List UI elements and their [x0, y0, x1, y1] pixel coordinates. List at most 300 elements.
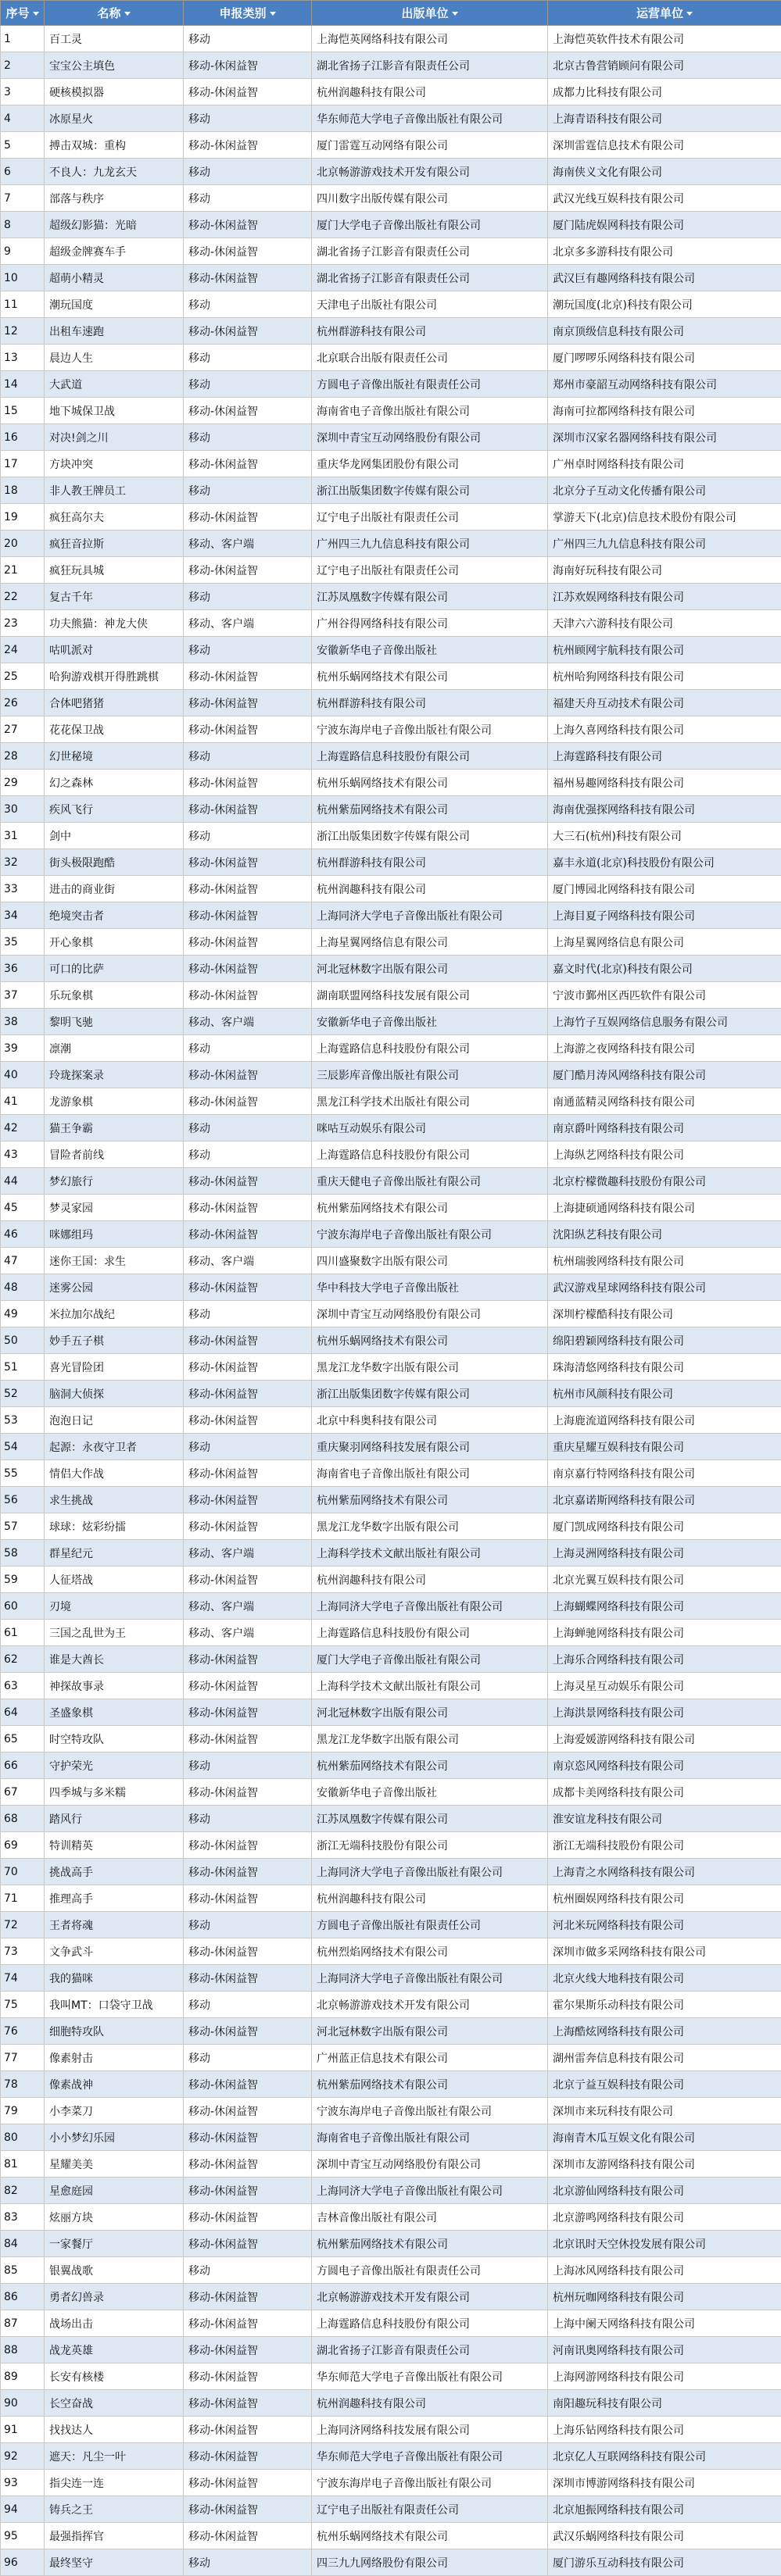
cell-category[interactable]: 移动-休闲益智 — [184, 1460, 312, 1487]
cell-publisher[interactable]: 三辰影库音像出版社有限公司 — [312, 1062, 548, 1088]
cell-publisher[interactable]: 河北冠林数字出版有限公司 — [312, 956, 548, 982]
cell-name[interactable]: 乐玩象棋 — [45, 982, 184, 1009]
cell-index[interactable]: 92 — [1, 2443, 45, 2470]
cell-operator[interactable]: 海南好玩科技有限公司 — [548, 557, 781, 584]
cell-operator[interactable]: 上海灵星互动娱乐有限公司 — [548, 1673, 781, 1699]
cell-index[interactable]: 57 — [1, 1513, 45, 1540]
cell-operator[interactable]: 杭州顾网宇航科技有限公司 — [548, 637, 781, 663]
cell-name[interactable]: 对决!剑之川 — [45, 424, 184, 451]
cell-publisher[interactable]: 杭州润趣科技有限公司 — [312, 2390, 548, 2417]
cell-category[interactable]: 移动-休闲益智 — [184, 2231, 312, 2257]
cell-name[interactable]: 妙手五子棋 — [45, 1327, 184, 1354]
cell-publisher[interactable]: 杭州乐蜗网络技术有限公司 — [312, 770, 548, 796]
cell-publisher[interactable]: 上海霆路信息科技股份有限公司 — [312, 743, 548, 770]
cell-category[interactable]: 移动、客户端 — [184, 610, 312, 637]
cell-index[interactable]: 54 — [1, 1434, 45, 1460]
cell-index[interactable]: 24 — [1, 637, 45, 663]
cell-index[interactable]: 5 — [1, 132, 45, 159]
cell-publisher[interactable]: 安徽新华电子音像出版社 — [312, 1009, 548, 1035]
cell-name[interactable]: 找找达人 — [45, 2417, 184, 2443]
cell-category[interactable]: 移动-休闲益智 — [184, 1168, 312, 1195]
cell-name[interactable]: 开心象棋 — [45, 929, 184, 956]
cell-operator[interactable]: 南京嘉行特网络科技有限公司 — [548, 1460, 781, 1487]
cell-index[interactable]: 56 — [1, 1487, 45, 1513]
cell-operator[interactable]: 广州卓时网络科技有限公司 — [548, 451, 781, 477]
cell-name[interactable]: 炫丽方块 — [45, 2204, 184, 2231]
cell-category[interactable]: 移动-休闲益智 — [184, 398, 312, 424]
cell-operator[interactable]: 北京亿人互联网络科技有限公司 — [548, 2443, 781, 2470]
cell-index[interactable]: 78 — [1, 2071, 45, 2098]
cell-publisher[interactable]: 湖北省扬子江影音有限责任公司 — [312, 238, 548, 265]
cell-publisher[interactable]: 上海霆路信息科技股份有限公司 — [312, 1620, 548, 1646]
cell-publisher[interactable]: 安徽新华电子音像出版社 — [312, 1779, 548, 1806]
cell-index[interactable]: 59 — [1, 1567, 45, 1593]
cell-name[interactable]: 咕叽派对 — [45, 637, 184, 663]
cell-publisher[interactable]: 黑龙江龙华数字出版有限公司 — [312, 1354, 548, 1381]
cell-index[interactable]: 39 — [1, 1035, 45, 1062]
cell-publisher[interactable]: 杭州润趣科技有限公司 — [312, 79, 548, 105]
cell-index[interactable]: 35 — [1, 929, 45, 956]
cell-index[interactable]: 47 — [1, 1248, 45, 1274]
cell-index[interactable]: 9 — [1, 238, 45, 265]
cell-publisher[interactable]: 上海同济大学电子音像出版社有限公司 — [312, 1965, 548, 1992]
cell-category[interactable]: 移动 — [184, 2257, 312, 2284]
cell-index[interactable]: 45 — [1, 1195, 45, 1221]
cell-publisher[interactable]: 上海同济网络科技发展有限公司 — [312, 2417, 548, 2443]
cell-index[interactable]: 95 — [1, 2523, 45, 2549]
cell-publisher[interactable]: 方圆电子音像出版社有限责任公司 — [312, 2257, 548, 2284]
cell-index[interactable]: 62 — [1, 1646, 45, 1673]
cell-name[interactable]: 花花保卫战 — [45, 716, 184, 743]
cell-name[interactable]: 冰原星火 — [45, 105, 184, 132]
cell-category[interactable]: 移动-休闲益智 — [184, 2363, 312, 2390]
cell-index[interactable]: 12 — [1, 318, 45, 345]
cell-name[interactable]: 梦灵家园 — [45, 1195, 184, 1221]
cell-publisher[interactable]: 江苏凤凰数字传媒有限公司 — [312, 1806, 548, 1832]
cell-index[interactable]: 27 — [1, 716, 45, 743]
cell-index[interactable]: 43 — [1, 1142, 45, 1168]
cell-operator[interactable]: 海南青木瓜互娱文化有限公司 — [548, 2124, 781, 2151]
cell-operator[interactable]: 上海中阑天网络科技有限公司 — [548, 2310, 781, 2337]
cell-category[interactable]: 移动-休闲益智 — [184, 1859, 312, 1885]
cell-category[interactable]: 移动 — [184, 1142, 312, 1168]
cell-publisher[interactable]: 湖北省扬子江影音有限责任公司 — [312, 2337, 548, 2363]
cell-name[interactable]: 王者将魂 — [45, 1912, 184, 1938]
cell-index[interactable]: 48 — [1, 1274, 45, 1301]
cell-name[interactable]: 疯狂玩具城 — [45, 557, 184, 584]
cell-operator[interactable]: 北京古鲁营销顾问有限公司 — [548, 52, 781, 79]
cell-index[interactable]: 41 — [1, 1088, 45, 1115]
cell-operator[interactable]: 杭州瑞骏网络科技有限公司 — [548, 1248, 781, 1274]
cell-operator[interactable]: 海南可拉都网络科技有限公司 — [548, 398, 781, 424]
cell-index[interactable]: 84 — [1, 2231, 45, 2257]
cell-name[interactable]: 幻世秘境 — [45, 743, 184, 770]
cell-name[interactable]: 咪娜组玛 — [45, 1221, 184, 1248]
cell-index[interactable]: 58 — [1, 1540, 45, 1567]
cell-index[interactable]: 29 — [1, 770, 45, 796]
cell-category[interactable]: 移动-休闲益智 — [184, 1513, 312, 1540]
cell-publisher[interactable]: 杭州润趣科技有限公司 — [312, 876, 548, 902]
cell-operator[interactable]: 潮玩国度(北京)科技有限公司 — [548, 291, 781, 318]
cell-name[interactable]: 地下城保卫战 — [45, 398, 184, 424]
cell-index[interactable]: 91 — [1, 2417, 45, 2443]
cell-category[interactable]: 移动 — [184, 1806, 312, 1832]
cell-name[interactable]: 勇者幻兽录 — [45, 2284, 184, 2310]
cell-publisher[interactable]: 宁波东海岸电子音像出版社有限公司 — [312, 2470, 548, 2496]
cell-operator[interactable]: 天津六六游科技有限公司 — [548, 610, 781, 637]
cell-index[interactable]: 8 — [1, 212, 45, 238]
cell-index[interactable]: 53 — [1, 1407, 45, 1434]
cell-index[interactable]: 10 — [1, 265, 45, 291]
cell-name[interactable]: 像素射击 — [45, 2045, 184, 2071]
cell-name[interactable]: 推理高手 — [45, 1885, 184, 1912]
cell-index[interactable]: 15 — [1, 398, 45, 424]
cell-index[interactable]: 14 — [1, 371, 45, 398]
cell-operator[interactable]: 上海青语科技有限公司 — [548, 105, 781, 132]
cell-category[interactable]: 移动-休闲益智 — [184, 1381, 312, 1407]
cell-category[interactable]: 移动-休闲益智 — [184, 1487, 312, 1513]
cell-publisher[interactable]: 重庆聚羽网络科技发展有限公司 — [312, 1434, 548, 1460]
cell-category[interactable]: 移动 — [184, 1912, 312, 1938]
cell-index[interactable]: 52 — [1, 1381, 45, 1407]
cell-category[interactable]: 移动 — [184, 159, 312, 185]
header-operator[interactable]: 运营单位 — [548, 1, 781, 26]
cell-name[interactable]: 街头极限跑酷 — [45, 849, 184, 876]
cell-publisher[interactable]: 北京中科奥科技有限公司 — [312, 1407, 548, 1434]
cell-category[interactable]: 移动-休闲益智 — [184, 451, 312, 477]
cell-name[interactable]: 脑洞大侦探 — [45, 1381, 184, 1407]
cell-operator[interactable]: 北京光翼互娱科技有限公司 — [548, 1567, 781, 1593]
cell-category[interactable]: 移动-休闲益智 — [184, 1699, 312, 1726]
cell-publisher[interactable]: 北京畅游游戏技术开发有限公司 — [312, 2284, 548, 2310]
cell-category[interactable]: 移动-休闲益智 — [184, 1407, 312, 1434]
cell-name[interactable]: 神探故事录 — [45, 1673, 184, 1699]
cell-operator[interactable]: 北京分子互动文化传播有限公司 — [548, 477, 781, 504]
cell-publisher[interactable]: 上海恺英网络科技有限公司 — [312, 26, 548, 52]
cell-name[interactable]: 起源：永夜守卫者 — [45, 1434, 184, 1460]
cell-name[interactable]: 硬核模拟器 — [45, 79, 184, 105]
cell-index[interactable]: 30 — [1, 796, 45, 823]
cell-name[interactable]: 指尖连一连 — [45, 2470, 184, 2496]
cell-category[interactable]: 移动-休闲益智 — [184, 1885, 312, 1912]
cell-operator[interactable]: 重庆星耀互娱科技有限公司 — [548, 1434, 781, 1460]
cell-publisher[interactable]: 深圳中青宝互动网络股份有限公司 — [312, 2151, 548, 2178]
cell-name[interactable]: 求生挑战 — [45, 1487, 184, 1513]
cell-category[interactable]: 移动-休闲益智 — [184, 2390, 312, 2417]
cell-category[interactable]: 移动-休闲益智 — [184, 2018, 312, 2045]
cell-category[interactable]: 移动-休闲益智 — [184, 1779, 312, 1806]
cell-index[interactable]: 70 — [1, 1859, 45, 1885]
cell-name[interactable]: 细胞特攻队 — [45, 2018, 184, 2045]
cell-index[interactable]: 7 — [1, 185, 45, 212]
cell-name[interactable]: 我叫MT：口袋守卫战 — [45, 1992, 184, 2018]
cell-publisher[interactable]: 重庆天健电子音像出版社有限公司 — [312, 1168, 548, 1195]
cell-publisher[interactable]: 杭州群游科技有限公司 — [312, 318, 548, 345]
cell-category[interactable]: 移动-休闲益智 — [184, 2523, 312, 2549]
cell-name[interactable]: 宝宝公主填色 — [45, 52, 184, 79]
cell-index[interactable]: 6 — [1, 159, 45, 185]
cell-name[interactable]: 超级金牌赛车手 — [45, 238, 184, 265]
cell-category[interactable]: 移动-休闲益智 — [184, 2470, 312, 2496]
cell-index[interactable]: 64 — [1, 1699, 45, 1726]
cell-name[interactable]: 疯狂高尔夫 — [45, 504, 184, 531]
cell-operator[interactable]: 南京恣风网络科技有限公司 — [548, 1752, 781, 1779]
cell-index[interactable]: 94 — [1, 2496, 45, 2523]
cell-publisher[interactable]: 杭州紫茄网络技术有限公司 — [312, 2231, 548, 2257]
cell-category[interactable]: 移动-休闲益智 — [184, 1088, 312, 1115]
cell-publisher[interactable]: 宁波东海岸电子音像出版社有限公司 — [312, 1221, 548, 1248]
cell-operator[interactable]: 北京游仙网络科技有限公司 — [548, 2178, 781, 2204]
cell-name[interactable]: 最终坚守 — [45, 2549, 184, 2576]
cell-category[interactable]: 移动 — [184, 1992, 312, 2018]
cell-operator[interactable]: 武汉巨有趣网络科技有限公司 — [548, 265, 781, 291]
cell-index[interactable]: 80 — [1, 2124, 45, 2151]
filter-dropdown-icon[interactable] — [124, 12, 131, 16]
cell-publisher[interactable]: 河北冠林数字出版有限公司 — [312, 2018, 548, 2045]
cell-name[interactable]: 踏风行 — [45, 1806, 184, 1832]
cell-operator[interactable]: 成都力比科技有限公司 — [548, 79, 781, 105]
cell-category[interactable]: 移动-休闲益智 — [184, 2178, 312, 2204]
cell-publisher[interactable]: 上海同济大学电子音像出版社有限公司 — [312, 1859, 548, 1885]
cell-index[interactable]: 18 — [1, 477, 45, 504]
cell-operator[interactable]: 北京柠檬微趣科技股份有限公司 — [548, 1168, 781, 1195]
cell-category[interactable]: 移动-休闲益智 — [184, 902, 312, 929]
cell-publisher[interactable]: 黑龙江龙华数字出版有限公司 — [312, 1726, 548, 1752]
cell-name[interactable]: 三国之乱世为王 — [45, 1620, 184, 1646]
cell-publisher[interactable]: 杭州乐蜗网络技术有限公司 — [312, 2523, 548, 2549]
cell-operator[interactable]: 河南讯奥网络科技有限公司 — [548, 2337, 781, 2363]
cell-category[interactable]: 移动-休闲益智 — [184, 2071, 312, 2098]
cell-name[interactable]: 出租车速跑 — [45, 318, 184, 345]
cell-publisher[interactable]: 杭州润趣科技有限公司 — [312, 1567, 548, 1593]
cell-operator[interactable]: 上海乐钻网络科技有限公司 — [548, 2417, 781, 2443]
cell-category[interactable]: 移动-休闲益智 — [184, 238, 312, 265]
cell-name[interactable]: 特训精英 — [45, 1832, 184, 1859]
cell-category[interactable]: 移动-休闲益智 — [184, 2098, 312, 2124]
cell-operator[interactable]: 武汉游戏星球网络科技有限公司 — [548, 1274, 781, 1301]
cell-index[interactable]: 87 — [1, 2310, 45, 2337]
cell-operator[interactable]: 深圳柠檬酷科技有限公司 — [548, 1301, 781, 1327]
cell-category[interactable]: 移动-休闲益智 — [184, 2496, 312, 2523]
cell-category[interactable]: 移动 — [184, 584, 312, 610]
cell-operator[interactable]: 北京游鸣网络科技有限公司 — [548, 2204, 781, 2231]
cell-publisher[interactable]: 杭州紫茄网络技术有限公司 — [312, 1195, 548, 1221]
cell-publisher[interactable]: 厦门雷霆互动网络有限公司 — [312, 132, 548, 159]
cell-publisher[interactable]: 方圆电子音像出版社有限责任公司 — [312, 371, 548, 398]
cell-index[interactable]: 75 — [1, 1992, 45, 2018]
cell-operator[interactable]: 杭州哈狗网络科技有限公司 — [548, 663, 781, 690]
cell-name[interactable]: 复古千年 — [45, 584, 184, 610]
cell-publisher[interactable]: 黑龙江科学技术出版社有限公司 — [312, 1088, 548, 1115]
cell-index[interactable]: 68 — [1, 1806, 45, 1832]
cell-publisher[interactable]: 深圳中青宝互动网络股份有限公司 — [312, 1301, 548, 1327]
cell-publisher[interactable]: 辽宁电子出版社有限责任公司 — [312, 504, 548, 531]
cell-index[interactable]: 17 — [1, 451, 45, 477]
cell-name[interactable]: 超萌小精灵 — [45, 265, 184, 291]
cell-operator[interactable]: 深圳市汉家名器网络科技有限公司 — [548, 424, 781, 451]
cell-name[interactable]: 猫王争霸 — [45, 1115, 184, 1142]
filter-dropdown-icon[interactable] — [686, 12, 693, 16]
cell-operator[interactable]: 深圳市做多采网络科技有限公司 — [548, 1938, 781, 1965]
cell-publisher[interactable]: 上海科学技术文献出版社有限公司 — [312, 1540, 548, 1567]
cell-category[interactable]: 移动-休闲益智 — [184, 1354, 312, 1381]
cell-category[interactable]: 移动-休闲益智 — [184, 1274, 312, 1301]
cell-index[interactable]: 63 — [1, 1673, 45, 1699]
cell-operator[interactable]: 上海恺英软件技术有限公司 — [548, 26, 781, 52]
cell-publisher[interactable]: 湖北省扬子江影音有限责任公司 — [312, 265, 548, 291]
cell-category[interactable]: 移动-休闲益智 — [184, 1567, 312, 1593]
cell-name[interactable]: 黎明飞驰 — [45, 1009, 184, 1035]
cell-index[interactable]: 67 — [1, 1779, 45, 1806]
cell-name[interactable]: 超级幻影猫：光暗 — [45, 212, 184, 238]
cell-index[interactable]: 34 — [1, 902, 45, 929]
cell-index[interactable]: 44 — [1, 1168, 45, 1195]
cell-publisher[interactable]: 上海同济大学电子音像出版社有限公司 — [312, 1593, 548, 1620]
cell-category[interactable]: 移动 — [184, 2549, 312, 2576]
cell-name[interactable]: 晨边人生 — [45, 345, 184, 371]
cell-publisher[interactable]: 杭州润趣科技有限公司 — [312, 1885, 548, 1912]
cell-category[interactable]: 移动、客户端 — [184, 1540, 312, 1567]
cell-operator[interactable]: 武汉乐蜗网络科技有限公司 — [548, 2523, 781, 2549]
cell-name[interactable]: 战场出击 — [45, 2310, 184, 2337]
cell-publisher[interactable]: 厦门大学电子音像出版社有限公司 — [312, 212, 548, 238]
cell-category[interactable]: 移动-休闲益智 — [184, 212, 312, 238]
cell-category[interactable]: 移动-休闲益智 — [184, 956, 312, 982]
cell-name[interactable]: 我的猫咪 — [45, 1965, 184, 1992]
cell-name[interactable]: 百工灵 — [45, 26, 184, 52]
cell-index[interactable]: 71 — [1, 1885, 45, 1912]
cell-operator[interactable]: 深圳雷霆信息技术有限公司 — [548, 132, 781, 159]
cell-index[interactable]: 85 — [1, 2257, 45, 2284]
cell-name[interactable]: 迷你王国：求生 — [45, 1248, 184, 1274]
cell-publisher[interactable]: 四川数字出版传媒有限公司 — [312, 185, 548, 212]
cell-publisher[interactable]: 上海星翼网络信息有限公司 — [312, 929, 548, 956]
cell-operator[interactable]: 嘉文时代(北京)科技有限公司 — [548, 956, 781, 982]
cell-index[interactable]: 25 — [1, 663, 45, 690]
cell-index[interactable]: 96 — [1, 2549, 45, 2576]
cell-publisher[interactable]: 广州四三九九信息科技有限公司 — [312, 531, 548, 557]
cell-category[interactable]: 移动-休闲益智 — [184, 770, 312, 796]
cell-name[interactable]: 米拉加尔战纪 — [45, 1301, 184, 1327]
cell-index[interactable]: 86 — [1, 2284, 45, 2310]
cell-publisher[interactable]: 咪咕互动娱乐有限公司 — [312, 1115, 548, 1142]
cell-name[interactable]: 方块冲突 — [45, 451, 184, 477]
cell-publisher[interactable]: 华中科技大学电子音像出版社 — [312, 1274, 548, 1301]
cell-name[interactable]: 刃境 — [45, 1593, 184, 1620]
cell-operator[interactable]: 上海竹子互娱网络信息服务有限公司 — [548, 1009, 781, 1035]
cell-name[interactable]: 长空奋战 — [45, 2390, 184, 2417]
cell-publisher[interactable]: 浙江出版集团数字传媒有限公司 — [312, 823, 548, 849]
cell-category[interactable]: 移动-休闲益智 — [184, 2124, 312, 2151]
cell-index[interactable]: 76 — [1, 2018, 45, 2045]
cell-category[interactable]: 移动 — [184, 1115, 312, 1142]
cell-index[interactable]: 26 — [1, 690, 45, 716]
cell-operator[interactable]: 南京顶级信息科技有限公司 — [548, 318, 781, 345]
cell-operator[interactable]: 厦门博园北网络科技有限公司 — [548, 876, 781, 902]
cell-publisher[interactable]: 上海霆路信息科技股份有限公司 — [312, 1142, 548, 1168]
cell-publisher[interactable]: 杭州群游科技有限公司 — [312, 690, 548, 716]
cell-publisher[interactable]: 辽宁电子出版社有限责任公司 — [312, 2496, 548, 2523]
cell-name[interactable]: 玲珑探案录 — [45, 1062, 184, 1088]
cell-operator[interactable]: 湖州雷奔信息科技有限公司 — [548, 2045, 781, 2071]
cell-name[interactable]: 四季城与多米糯 — [45, 1779, 184, 1806]
cell-category[interactable]: 移动-休闲益智 — [184, 2310, 312, 2337]
cell-publisher[interactable]: 华东师范大学电子音像出版社有限公司 — [312, 2363, 548, 2390]
cell-category[interactable]: 移动 — [184, 1301, 312, 1327]
cell-index[interactable]: 74 — [1, 1965, 45, 1992]
cell-index[interactable]: 11 — [1, 291, 45, 318]
cell-index[interactable]: 77 — [1, 2045, 45, 2071]
cell-name[interactable]: 部落与秩序 — [45, 185, 184, 212]
cell-operator[interactable]: 深圳市来玩科技有限公司 — [548, 2098, 781, 2124]
cell-name[interactable]: 绝境突击者 — [45, 902, 184, 929]
cell-publisher[interactable]: 重庆华龙网集团股份有限公司 — [312, 451, 548, 477]
cell-category[interactable]: 移动-休闲益智 — [184, 2417, 312, 2443]
cell-publisher[interactable]: 黑龙江龙华数字出版有限公司 — [312, 1513, 548, 1540]
cell-publisher[interactable]: 安徽新华电子音像出版社 — [312, 637, 548, 663]
cell-publisher[interactable]: 上海霆路信息科技股份有限公司 — [312, 2310, 548, 2337]
cell-category[interactable]: 移动 — [184, 1035, 312, 1062]
cell-name[interactable]: 可口的比萨 — [45, 956, 184, 982]
cell-index[interactable]: 3 — [1, 79, 45, 105]
cell-index[interactable]: 55 — [1, 1460, 45, 1487]
cell-operator[interactable]: 大三石(杭州)科技有限公司 — [548, 823, 781, 849]
cell-operator[interactable]: 上海酷炫网络科技有限公司 — [548, 2018, 781, 2045]
cell-category[interactable]: 移动-休闲益智 — [184, 716, 312, 743]
cell-operator[interactable]: 广州四三九九信息科技有限公司 — [548, 531, 781, 557]
cell-name[interactable]: 最强指挥官 — [45, 2523, 184, 2549]
cell-publisher[interactable]: 上海同济大学电子音像出版社有限公司 — [312, 902, 548, 929]
cell-operator[interactable]: 上海捷硕通网络科技有限公司 — [548, 1195, 781, 1221]
cell-index[interactable]: 50 — [1, 1327, 45, 1354]
cell-name[interactable]: 疾风飞行 — [45, 796, 184, 823]
cell-operator[interactable]: 福建天舟互动技术有限公司 — [548, 690, 781, 716]
cell-name[interactable]: 守护荣光 — [45, 1752, 184, 1779]
cell-publisher[interactable]: 浙江出版集团数字传媒有限公司 — [312, 477, 548, 504]
cell-name[interactable]: 泡泡日记 — [45, 1407, 184, 1434]
cell-category[interactable]: 移动-休闲益智 — [184, 318, 312, 345]
cell-name[interactable]: 时空特攻队 — [45, 1726, 184, 1752]
cell-publisher[interactable]: 上海科学技术文献出版社有限公司 — [312, 1673, 548, 1699]
filter-dropdown-icon[interactable] — [452, 12, 458, 16]
cell-index[interactable]: 36 — [1, 956, 45, 982]
cell-index[interactable]: 19 — [1, 504, 45, 531]
header-category[interactable]: 申报类别 — [184, 1, 312, 26]
cell-name[interactable]: 文争武斗 — [45, 1938, 184, 1965]
cell-operator[interactable]: 上海乐合网络科技有限公司 — [548, 1646, 781, 1673]
cell-index[interactable]: 81 — [1, 2151, 45, 2178]
cell-name[interactable]: 星耀美美 — [45, 2151, 184, 2178]
cell-publisher[interactable]: 浙江无端科技股份有限公司 — [312, 1832, 548, 1859]
cell-index[interactable]: 31 — [1, 823, 45, 849]
cell-operator[interactable]: 上海星翼网络信息有限公司 — [548, 929, 781, 956]
cell-category[interactable]: 移动-休闲益智 — [184, 557, 312, 584]
cell-operator[interactable]: 上海爱媛游网络科技有限公司 — [548, 1726, 781, 1752]
cell-publisher[interactable]: 湖南联盟网络科技发展有限公司 — [312, 982, 548, 1009]
cell-publisher[interactable]: 杭州烈焰网络技术有限公司 — [312, 1938, 548, 1965]
cell-operator[interactable]: 绵阳碧颖网络科技有限公司 — [548, 1327, 781, 1354]
cell-category[interactable]: 移动 — [184, 743, 312, 770]
cell-name[interactable]: 战龙英雄 — [45, 2337, 184, 2363]
cell-name[interactable]: 星愈庭园 — [45, 2178, 184, 2204]
cell-operator[interactable]: 郑州市豪韶互动网络科技有限公司 — [548, 371, 781, 398]
cell-name[interactable]: 非人教王牌员工 — [45, 477, 184, 504]
cell-publisher[interactable]: 杭州紫茄网络技术有限公司 — [312, 1487, 548, 1513]
cell-operator[interactable]: 江苏欢娱网络科技有限公司 — [548, 584, 781, 610]
cell-operator[interactable]: 上海洪景网络科技有限公司 — [548, 1699, 781, 1726]
cell-category[interactable]: 移动-休闲益智 — [184, 1965, 312, 1992]
cell-category[interactable]: 移动、客户端 — [184, 1248, 312, 1274]
